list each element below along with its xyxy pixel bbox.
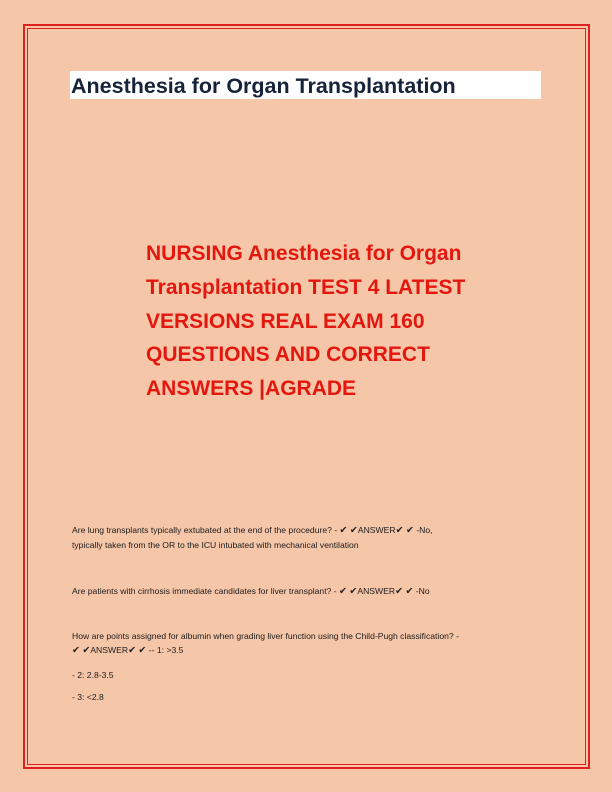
answer-text: -- 1: >3.5 bbox=[148, 645, 184, 655]
headline bbox=[146, 237, 566, 406]
headline-line: ANSWERS |AGRADE bbox=[146, 377, 357, 401]
answer-label: ANSWER bbox=[357, 525, 396, 535]
question-text: Are lung transplants typically extubated at the end of the procedure? - bbox=[72, 525, 338, 535]
checkmark-icon: ✔ bbox=[349, 525, 358, 536]
checkmark-icon: ✔ bbox=[82, 645, 91, 656]
checkmark-icon: ✔ bbox=[405, 525, 414, 536]
checkmark-icon: ✔ bbox=[339, 525, 348, 536]
answer-label: ANSWER bbox=[90, 645, 129, 655]
answer-text: -No, bbox=[416, 525, 433, 535]
answer-continued: typically taken from the OR to the ICU intubated with mechanical ventilation bbox=[72, 540, 359, 550]
checkmark-icon: ✔ bbox=[72, 645, 80, 656]
question-text: How are points assigned for albumin when grading liver function using the Child-Pugh classification? - bbox=[72, 631, 459, 641]
checkmark-icon: ✔ bbox=[349, 586, 358, 597]
document-title: Anesthesia for Organ Transplantation bbox=[70, 71, 541, 99]
answer-subline: - 3: <2.8 bbox=[72, 692, 104, 702]
headline-line: VERSIONS REAL EXAM 160 bbox=[146, 309, 425, 333]
answer-line bbox=[72, 643, 542, 658]
answer-label: ANSWER bbox=[357, 586, 396, 596]
question-text: Are patients with cirrhosis immediate candidates for liver transplant? - bbox=[72, 586, 337, 596]
question-line bbox=[72, 523, 542, 538]
question-block bbox=[72, 629, 542, 658]
question-block bbox=[72, 584, 542, 599]
checkmark-icon: ✔ bbox=[128, 645, 137, 656]
headline-line: NURSING Anesthesia for Organ bbox=[146, 242, 462, 265]
headline-line: QUESTIONS AND CORRECT bbox=[146, 343, 430, 367]
checkmark-icon: ✔ bbox=[138, 645, 147, 656]
question-line bbox=[72, 584, 542, 599]
checkmark-icon: ✔ bbox=[405, 586, 414, 597]
answer-text: -No bbox=[415, 586, 430, 596]
checkmark-icon: ✔ bbox=[339, 586, 347, 597]
answer-subline: - 2: 2.8-3.5 bbox=[72, 670, 114, 680]
checkmark-icon: ✔ bbox=[395, 525, 404, 536]
checkmark-icon: ✔ bbox=[395, 586, 404, 597]
headline-line: Transplantation TEST 4 LATEST bbox=[146, 275, 466, 299]
question-block bbox=[72, 523, 542, 552]
